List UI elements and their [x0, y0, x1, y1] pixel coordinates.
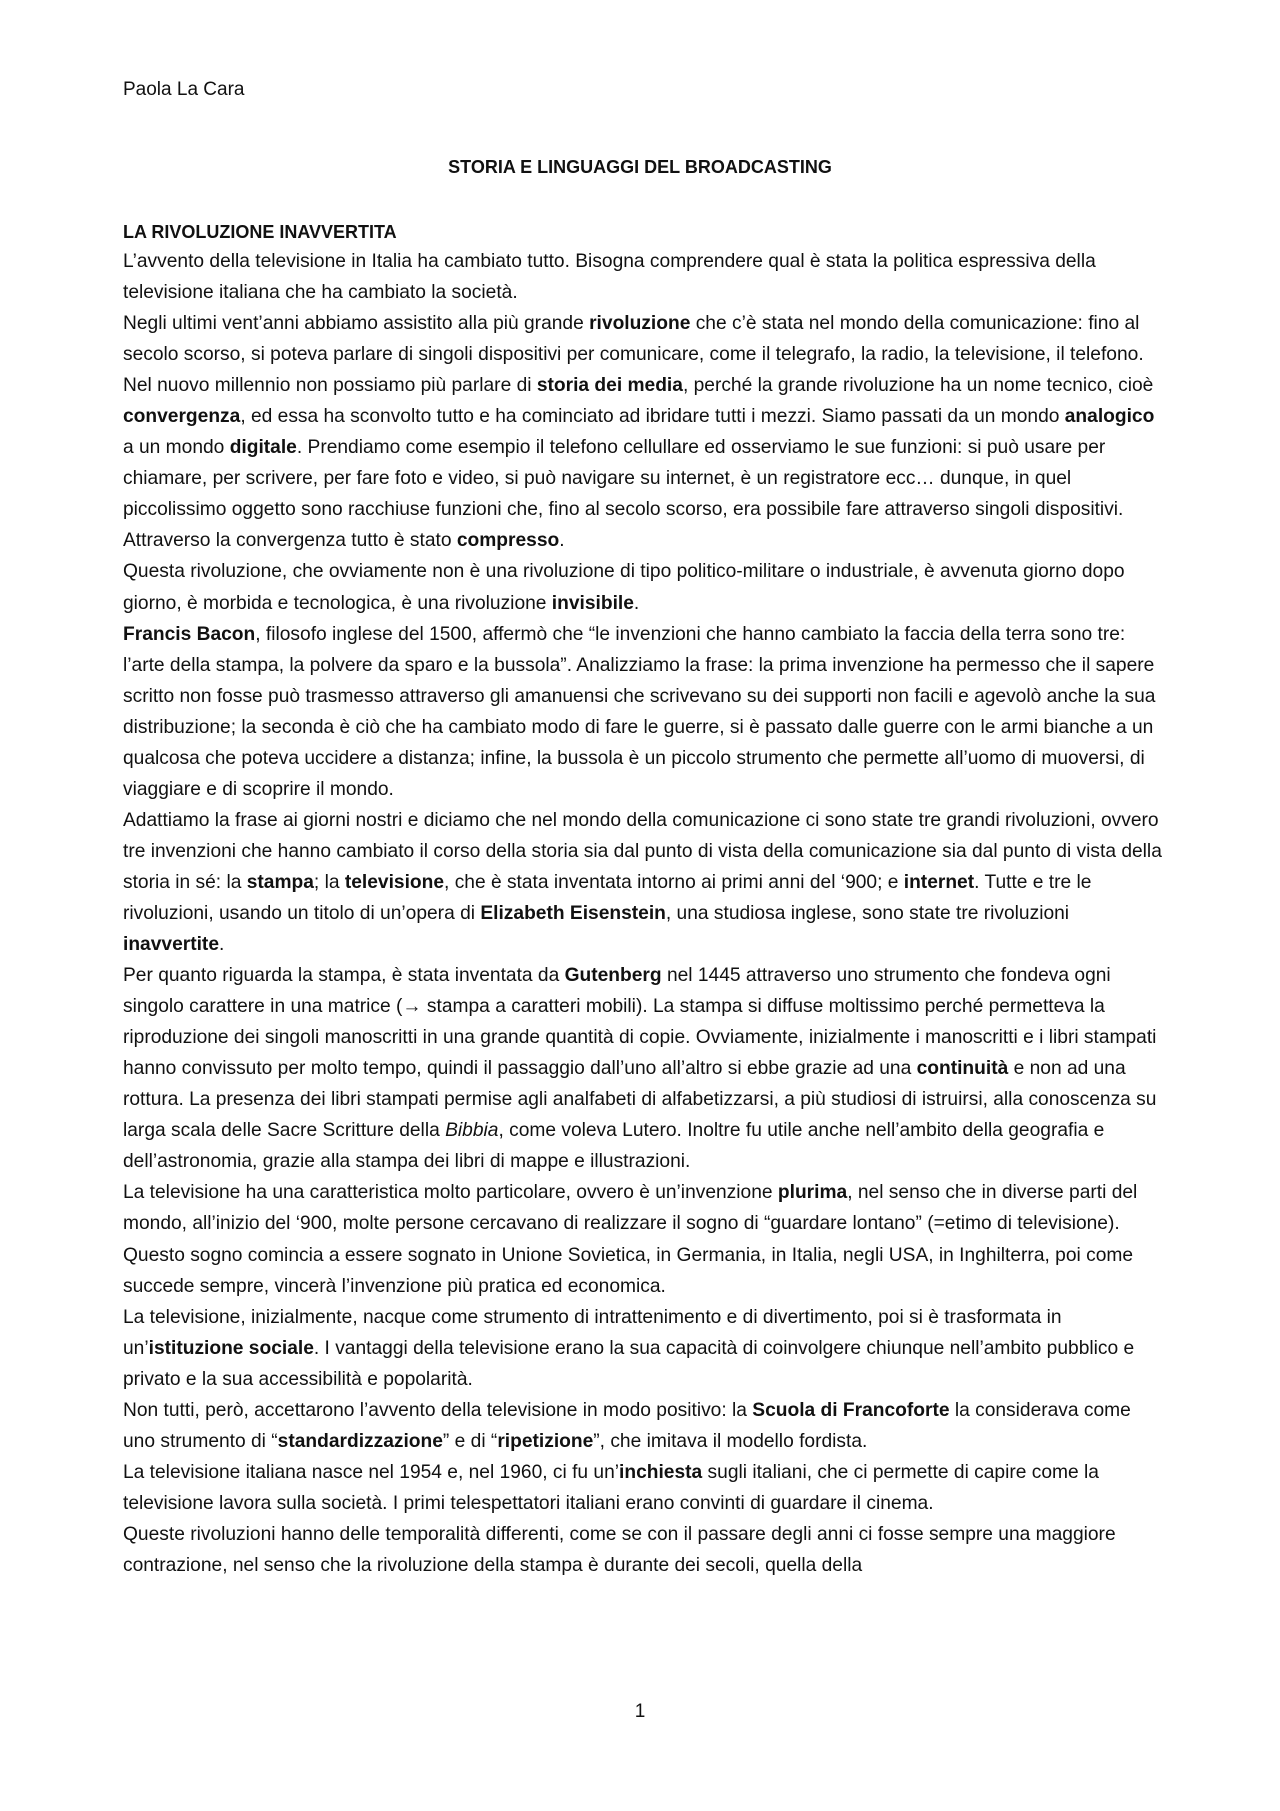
- text-run: ; la: [313, 871, 345, 893]
- bold-text: Elizabeth Eisenstein: [480, 902, 666, 924]
- text-run: la considerava come uno strumento di “: [123, 1399, 1131, 1452]
- text-run: e non ad una rottura. La presenza dei libri stampati permise agli analfabeti di alfabetizzarsi, a più studiosi di istruirsi, alla conoscenza su larga scala delle Sacre Scritture della: [123, 1058, 1157, 1142]
- bold-text: compresso: [456, 530, 560, 552]
- text-run: La televisione italiana nasce nel 1954 e, nel 1960, ci fu un’: [123, 1461, 620, 1483]
- text-run: Per quanto riguarda la stampa, è stata inventata da: [123, 965, 565, 987]
- text-run: La televisione ha una caratteristica molto particolare, ovvero è un’invenzione: [123, 1182, 778, 1204]
- bold-text: invisibile: [551, 592, 634, 614]
- paragraph: [123, 1177, 1163, 1301]
- text-run: , una studiosa inglese, sono state tre rivoluzioni: [665, 902, 1070, 924]
- paragraph: [123, 619, 1163, 805]
- text-run: nel 1445 attraverso uno strumento che fondeva ogni singolo carattere in una matrice (→ stampa a caratteri mobili). La stampa si diffuse moltissimo perché permetteva la riproduzione dei singoli manoscritti in una grande quantità di copie. Ovviamente, inizialmente i manoscritti e i libri stampati hanno convissuto per molto tempo, quindi il passaggio dall’uno all’altro si ebbe grazie ad una: [123, 965, 1157, 1080]
- text-run: , ed essa ha sconvolto tutto e ha cominciato ad ibridare tutti i mezzi. Siamo passati da un mondo: [240, 406, 1065, 428]
- bold-text: istituzione sociale: [148, 1337, 314, 1359]
- text-run: Questa rivoluzione, che ovviamente non è una rivoluzione di tipo politico-militare o industriale, è avvenuta giorno dopo giorno, è morbida e tecnologica, è una rivoluzione: [123, 561, 1125, 614]
- paragraph: [123, 1395, 1163, 1457]
- bold-text: televisione: [344, 871, 445, 893]
- text-run: La televisione, inizialmente, nacque come strumento di intrattenimento e di divertimento, poi si è trasformata in un’: [123, 1306, 1062, 1359]
- bold-text: digitale: [229, 437, 297, 459]
- bold-text: internet: [903, 871, 975, 893]
- paragraph: [123, 960, 1163, 1177]
- page-number: 1: [634, 1701, 646, 1722]
- bold-text: standardizzazione: [277, 1430, 443, 1452]
- paragraph: [123, 1519, 1163, 1581]
- text-run: sugli italiani, che ci permette di capire come la televisione lavora sulla società. I primi telespettatori italiani erano convinti di guardare il cinema.: [123, 1461, 1099, 1514]
- bold-text: Scuola di Francoforte: [752, 1399, 950, 1421]
- text-run: Queste rivoluzioni hanno delle temporalità differenti, come se con il passare degli anni ci fosse sempre una maggiore contrazione, nel senso che la rivoluzione della stampa è durante dei secoli, quella della: [123, 1523, 1116, 1576]
- text-run: Negli ultimi vent’anni abbiamo assistito alla più grande: [123, 313, 590, 335]
- paragraph: [123, 308, 1163, 556]
- text-run: .: [218, 934, 225, 956]
- text-run: .: [633, 592, 640, 614]
- text-run: Non tutti, però, accettarono l’avvento della televisione in modo positivo: la: [123, 1399, 753, 1421]
- bold-text: analogico: [1064, 406, 1155, 428]
- bold-text: rivoluzione: [589, 313, 691, 335]
- section-heading: LA RIVOLUZIONE INAVVERTITA: [123, 222, 397, 242]
- text-run: , come voleva Lutero. Inoltre fu utile anche nell’ambito della geografia e dell’astronomia, grazie alla stampa dei libri di mappe e illustrazioni.: [123, 1120, 1105, 1173]
- text-run: L’avvento della televisione in Italia ha cambiato tutto. Bisogna comprendere qual è stata la politica espressiva della televisione italiana che ha cambiato la società.: [123, 251, 1096, 304]
- bold-text: plurima: [777, 1182, 848, 1204]
- bold-text: storia dei media: [536, 375, 683, 397]
- text-run: . I vantaggi della televisione erano la sua capacità di coinvolgere chiunque nell’ambito pubblico e privato e la sua accessibilità e popolarità.: [123, 1337, 1135, 1390]
- body-text: [123, 246, 1163, 1581]
- bold-text: Gutenberg: [564, 965, 662, 987]
- italic-text: Bibbia: [445, 1120, 499, 1142]
- text-run: Adattiamo la frase ai giorni nostri e diciamo che nel mondo della comunicazione ci sono state tre grandi rivoluzioni, ovvero tre invenzioni che hanno cambiato il corso della storia sia dal punto di vista della comunicazione sia dal punto di vista della storia in sé: la: [123, 809, 1162, 893]
- text-run: , filosofo inglese del 1500, affermò che “le invenzioni che hanno cambiato la faccia della terra sono tre: l’arte della stampa, la polvere da sparo e la bussola”. Analizziamo la frase: la prima invenzione ha permesso che il sapere scritto non fosse può trasmesso attraverso gli amanuensi che scrivevano su dei supporti non facili e agevolò anche la sua distribuzione; la seconda è ciò che ha cambiato modo di fare le guerre, si è passato dalle guerre con le armi bianche a un qualcosa che poteva uccidere a distanza; infine, la bussola è un piccolo strumento che permette all’uomo di muoversi, di viaggiare e di scoprire il mondo.: [123, 623, 1156, 800]
- bold-text: Francis Bacon: [123, 623, 256, 645]
- paragraph: [123, 246, 1163, 308]
- text-run: ” e di “: [442, 1430, 498, 1452]
- paragraph: [123, 805, 1163, 960]
- text-run: ”, che imitava il modello fordista.: [593, 1430, 868, 1452]
- bold-text: stampa: [246, 871, 314, 893]
- bold-text: inchiesta: [619, 1461, 703, 1483]
- text-run: , che è stata inventata intorno ai primi anni del ‘900; e: [444, 871, 904, 893]
- text-run: . Prendiamo come esempio il telefono cellullare ed osserviamo le sue funzioni: si può usare per chiamare, per scrivere, per fare foto e video, si può navigare su internet, è un registratore ecc… dunque, in quel piccolissimo oggetto sono racchiuse funzioni che, fino al secolo scorso, era possibile fare attraverso singoli dispositivi. Attraverso la convergenza tutto è stato: [123, 437, 1124, 552]
- bold-text: inavvertite: [123, 934, 219, 956]
- text-run: .: [559, 530, 565, 552]
- text-run: , perché la grande rivoluzione ha un nome tecnico, cioè: [682, 375, 1154, 397]
- text-run: . Tutte e tre le rivoluzioni, usando un titolo di un’opera di: [123, 871, 1092, 924]
- author-name: Paola La Cara: [123, 79, 245, 100]
- bold-text: ripetizione: [497, 1430, 594, 1452]
- paragraph: [123, 1302, 1163, 1395]
- bold-text: continuità: [916, 1058, 1009, 1080]
- text-run: che c’è stata nel mondo della comunicazione: fino al secolo scorso, si poteva parlare di singoli dispositivi per comunicare, come il telegrafo, la radio, la televisione, il telefono. Nel nuovo millennio non possiamo più parlare di: [123, 313, 1144, 397]
- text-run: a un mondo: [123, 437, 230, 459]
- bold-text: convergenza: [123, 406, 241, 428]
- paragraph: [123, 1457, 1163, 1519]
- text-run: , nel senso che in diverse parti del mondo, all’inizio del ‘900, molte persone cercavano di realizzare il sogno di “guardare lontano” (=etimo di televisione). Questo sogno comincia a essere sognato in Unione Sovietica, in Germania, in Italia, negli USA, in Inghilterra, poi come succede sempre, vincerà l’invenzione più pratica ed economica.: [123, 1182, 1138, 1297]
- document-title: STORIA E LINGUAGGI DEL BROADCASTING: [448, 157, 832, 177]
- paragraph: [123, 556, 1163, 618]
